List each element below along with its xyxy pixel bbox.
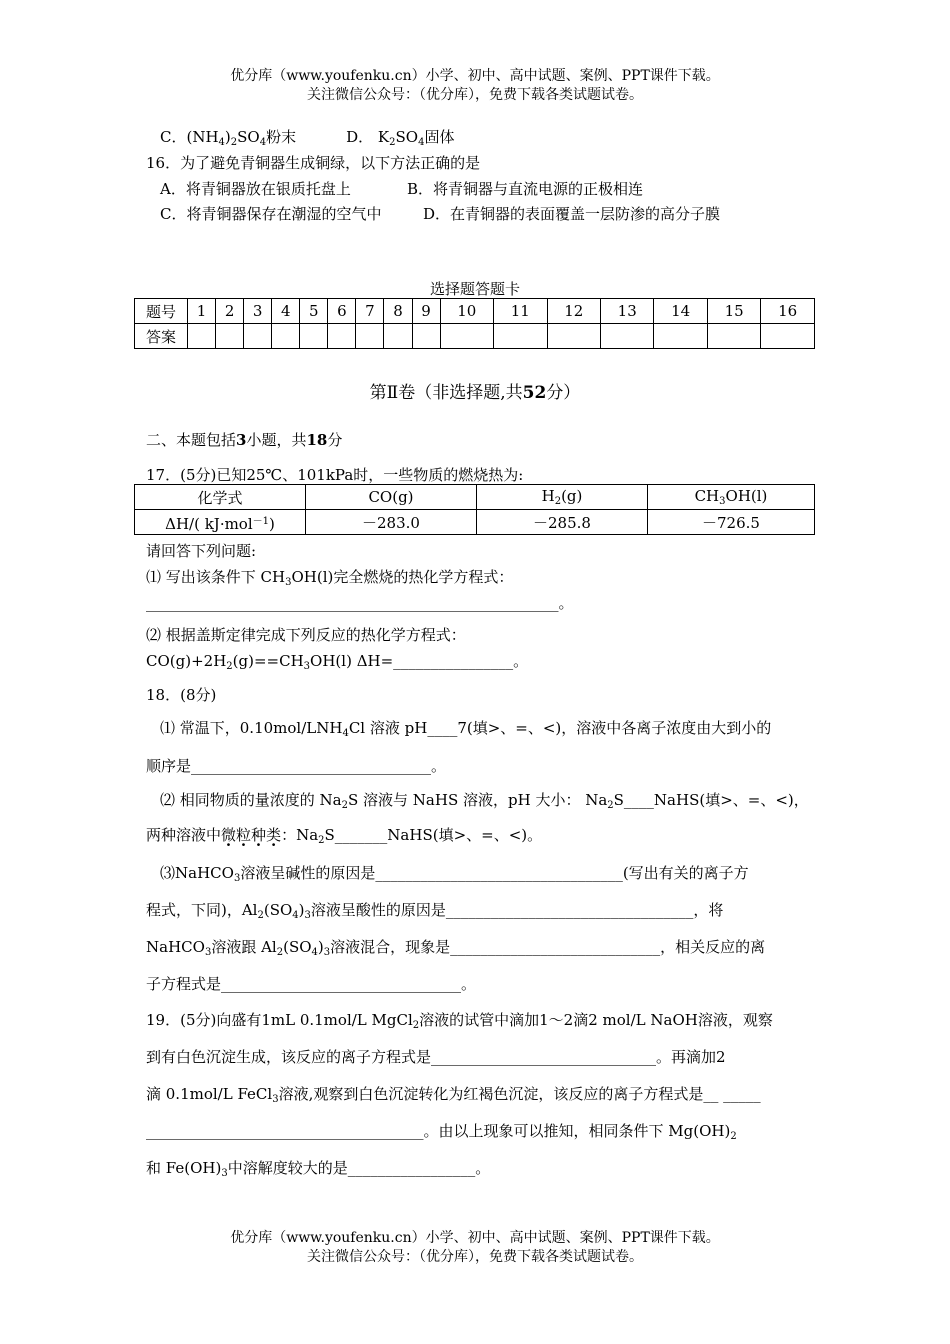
- answer-cell[interactable]: [761, 324, 815, 349]
- answer-cell[interactable]: [654, 324, 707, 349]
- emphasis-char: 类: [266, 826, 282, 844]
- q18-stem: 18．(8分): [146, 686, 217, 704]
- q17-col-co: CO(g): [306, 485, 477, 510]
- answer-card-number: 13: [600, 299, 653, 324]
- answer-card-number: 12: [547, 299, 600, 324]
- q18-part3: ⑶NaHCO$_3$溶液呈碱性的原因是_________________________________(写出有关的离子方: [160, 864, 749, 884]
- answer-cell[interactable]: [547, 324, 600, 349]
- q17-stem: 17．(5分)已知25℃、101kPa时，一些物质的燃烧热为:: [146, 466, 524, 484]
- q17-table-header-row: [135, 485, 815, 510]
- q17-ask: 请回答下列问题:: [146, 542, 257, 560]
- answer-card-answer-row: [135, 324, 815, 349]
- q18-part3-line2: 程式，下同)，$Al_2(SO_4)_3$溶液呈酸性的原因是_________________________________，将: [146, 901, 724, 921]
- q19-line5: 和 $Fe(OH)_3$中溶解度较大的是_________________。: [146, 1159, 491, 1179]
- answer-card-number: 16: [761, 299, 815, 324]
- answer-card-number: 10: [440, 299, 493, 324]
- answer-card-number: 14: [654, 299, 707, 324]
- part2-title: 第Ⅱ卷（非选择题,共52分）: [369, 383, 581, 403]
- answer-card-number: 11: [494, 299, 547, 324]
- answer-cell[interactable]: [384, 324, 412, 349]
- q17-part1-blank[interactable]: _______________________________________________________。: [146, 594, 574, 612]
- answer-card-number: 5: [300, 299, 328, 324]
- q17-row-label: ΔH/( kJ·mol$^{-1}$): [135, 510, 306, 535]
- q16-option-b: B．将青铜器与直流电源的正极相连: [407, 180, 644, 198]
- q18-part3-line4: 子方程式是________________________________。: [146, 975, 477, 993]
- q18-part1-order: 顺序是________________________________。: [146, 757, 447, 775]
- q17-value-h2: －285.8: [477, 510, 648, 535]
- answer-cell[interactable]: [188, 324, 216, 349]
- emphasis-char: 粒: [236, 826, 252, 844]
- q17-col-ch3oh: $CH_3OH(l)$: [648, 485, 815, 510]
- q17-value-co: －283.0: [306, 510, 477, 535]
- q17-table: [134, 484, 815, 535]
- q17-col-formula: 化学式: [135, 485, 306, 510]
- answer-card-number: 7: [356, 299, 384, 324]
- q15-options: C．$(NH_4)_2SO_4$粉末 D． $K_2SO_4$固体: [160, 128, 455, 148]
- section-heading: 二、本题包括3小题，共18分: [146, 431, 343, 449]
- q19-line1: 19．(5分)向盛有1mL 0.1mol/L MgCl$_2$溶液的试管中滴加1～2滴2 mol/L NaOH溶液，观察: [146, 1011, 773, 1031]
- q18-part1: ⑴ 常温下，$0.10mol/LNH_4Cl$ 溶液 pH____7(填>、=、<)，溶液中各离子浓度由大到小的: [160, 719, 772, 739]
- answer-card-number: 2: [216, 299, 244, 324]
- emphasis-char: 种: [251, 826, 267, 844]
- answer-cell[interactable]: [707, 324, 760, 349]
- answer-card-row1-label: 题号: [135, 299, 188, 324]
- q16-stem: 16．为了避免青铜器生成铜绿，以下方法正确的是: [146, 154, 481, 172]
- q18-part2-species: 两种溶液中微粒种类：$Na_2S\_\_\_\_\_\_\_NaHS$(填>、=、<)。: [146, 826, 543, 846]
- q17-table-value-row: [135, 510, 815, 535]
- q17-part2: ⑵ 根据盖斯定律完成下列反应的热化学方程式：: [146, 626, 466, 644]
- q18-part3-line3: NaHCO$_3$溶液跟 $Al_2(SO_4)_3$溶液混合，现象是____________________________，相关反应的离: [146, 938, 766, 958]
- footer-line-1: 优分库（www.youfenku.cn）小学、初中、高中试题、案例、PPT课件下载。: [230, 1230, 720, 1246]
- answer-card-number: 15: [707, 299, 760, 324]
- header-line-1: 优分库（www.youfenku.cn）小学、初中、高中试题、案例、PPT课件下载。: [230, 68, 720, 84]
- q19-line2: 到有白色沉淀生成，该反应的离子方程式是______________________________。再滴加2: [146, 1048, 726, 1066]
- q17-part2-equation: $CO(g)+2H_2(g)==CH_3OH(l)$ ΔH=________________。: [146, 652, 529, 672]
- q16-option-d: D．在青铜器的表面覆盖一层防渗的高分子膜: [423, 205, 721, 223]
- answer-card-row2-label: 答案: [135, 324, 188, 349]
- answer-card-number: 9: [412, 299, 440, 324]
- q17-value-ch3oh: －726.5: [648, 510, 815, 535]
- q19-line3: 滴 0.1mol/L FeCl$_3$溶液,观察到白色沉淀转化为红褐色沉淀，该反应的离子方程式是__ _____: [146, 1085, 761, 1105]
- emphasis-char: 微: [221, 826, 237, 844]
- answer-cell[interactable]: [244, 324, 272, 349]
- footer-line-2: 关注微信公众号：（优分库），免费下载各类试题试卷。: [307, 1249, 643, 1265]
- answer-card-number: 1: [188, 299, 216, 324]
- answer-cell[interactable]: [412, 324, 440, 349]
- q17-part1: ⑴ 写出该条件下 $CH_3OH(l)$完全燃烧的热化学方程式：: [146, 568, 514, 588]
- answer-card-number-row: [135, 299, 815, 324]
- answer-cell[interactable]: [494, 324, 547, 349]
- q18-part2: ⑵ 相同物质的量浓度的 $Na_2S$ 溶液与 NaHS 溶液，pH 大小： $Na_2S\_\_\_\_NaHS$(填>、=、<)，: [160, 791, 809, 811]
- answer-card-number: 6: [328, 299, 356, 324]
- answer-cell[interactable]: [356, 324, 384, 349]
- answer-cell[interactable]: [300, 324, 328, 349]
- q17-col-h2: $H_2(g)$: [477, 485, 648, 510]
- answer-card-number: 3: [244, 299, 272, 324]
- answer-card-number: 8: [384, 299, 412, 324]
- answer-cell[interactable]: [600, 324, 653, 349]
- answer-card-title: 选择题答题卡: [429, 280, 520, 298]
- q16-option-c: C．将青铜器保存在潮湿的空气中: [160, 205, 382, 223]
- answer-cell[interactable]: [328, 324, 356, 349]
- answer-card-number: 4: [272, 299, 300, 324]
- q19-line4: _____________________________________。由以上现象可以推知，相同条件下 $Mg(OH)_2$: [146, 1122, 737, 1142]
- answer-cell[interactable]: [216, 324, 244, 349]
- answer-cell[interactable]: [272, 324, 300, 349]
- q16-option-a: A．将青铜器放在银质托盘上: [160, 180, 351, 198]
- header-line-2: 关注微信公众号：（优分库），免费下载各类试题试卷。: [307, 87, 643, 103]
- answer-cell[interactable]: [440, 324, 493, 349]
- answer-card-table: [134, 298, 815, 349]
